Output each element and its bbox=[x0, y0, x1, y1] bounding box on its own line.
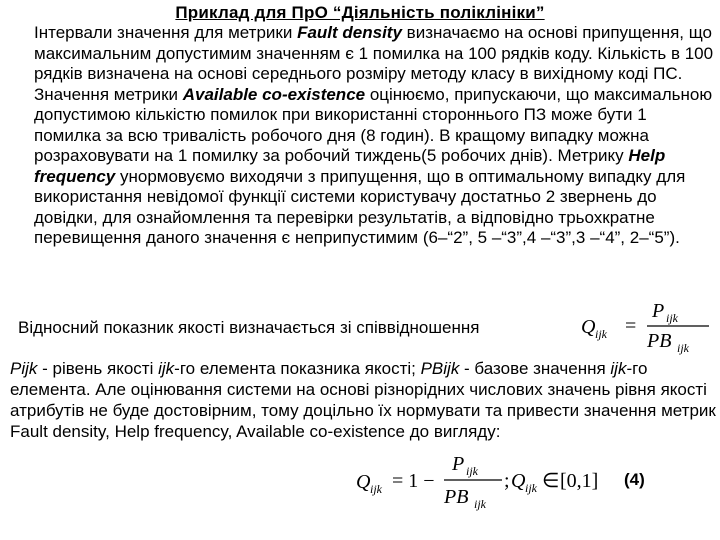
term-pijk: Pijk bbox=[10, 359, 38, 378]
p1-text-d: унормовуємо виходячи з припущення, що в оптимальному випадку для використання невідомої функції системи користувачу достатньо 2 звернень до довідки, для ознайомлення та перевірки результатів, а відповідно трьохкратне перевищення даного значення є неприпустимим (6–“2”, 5 –“3”,4 –“3”,3 –“4”, 2–“5”). bbox=[34, 166, 686, 247]
f2-q-sub: ijk bbox=[370, 482, 382, 496]
page-title: Приклад для ПрО “Діяльність поліклініки” bbox=[175, 3, 545, 22]
f2-num: P bbox=[452, 453, 465, 475]
f2-num-sub: ijk bbox=[466, 464, 478, 478]
term-ijk-2: ijk bbox=[610, 359, 627, 378]
p1-text-b: визначаємо на основі припущення, що максимальним допустимим значенням є 1 помилка на 100 рядків коду. Кількість в 100 рядків визначена на основі середнього розміру методу класу в вихідному коді ПС. Значення метрики bbox=[34, 23, 714, 104]
p3-text-b: -го елемента показника якості; bbox=[174, 359, 421, 378]
f1-q-sub: ijk bbox=[595, 327, 607, 341]
equation-number: (4) bbox=[624, 470, 645, 489]
f2-eq-one: = 1 − bbox=[392, 470, 435, 492]
formula-normalized-quality bbox=[354, 448, 604, 518]
f1-num: P bbox=[652, 300, 665, 322]
f2-den: PB bbox=[444, 486, 469, 508]
p1-text-a: Інтервали значення для метрики bbox=[34, 23, 298, 42]
f2-in: ∈ bbox=[542, 470, 560, 492]
f2-q2: Q bbox=[511, 470, 526, 492]
formula-relative-quality bbox=[579, 295, 719, 355]
f2-den-sub: ijk bbox=[474, 497, 486, 511]
f1-eq: = bbox=[625, 315, 637, 337]
p1-text-c: оцінюємо, припускаючи, що максимальною допустимою кількістю помилок при використанні стороннього ПЗ може бути 1 помилка за всю тривалість робочого дня (8 годин). В кращому випадку можна розраховувати на 1 помилку за робочий тиждень(5 робочих днів). Метрику bbox=[34, 84, 713, 165]
p3-text-a: - рівень якості bbox=[37, 359, 159, 378]
f1-num-sub: ijk bbox=[666, 311, 678, 325]
intro-paragraph bbox=[34, 23, 718, 249]
term-available-coexistence: Available co-existence bbox=[182, 84, 366, 104]
f1-den: PB bbox=[647, 330, 672, 352]
f2-q2-sub: ijk bbox=[525, 481, 537, 495]
term-ijk-1: ijk bbox=[158, 359, 175, 378]
term-fault-density: Fault density bbox=[297, 23, 402, 42]
relative-indicator-sentence: Відносний показник якості визначається зі співвідношення bbox=[18, 318, 480, 337]
p3-text-d: -го елемента. Але оцінювання системи на основі різнорідних числових значень рівня якості атрибутів не буде достовірним, тому доцільно їх нормувати та привести значення метрик Fault density, Help frequency, Available co-existence до вигляду: bbox=[10, 359, 716, 441]
f2-q: Q bbox=[356, 471, 371, 493]
term-help-frequency: Help frequency bbox=[34, 146, 666, 186]
f2-interval: [0,1] bbox=[560, 470, 599, 492]
term-pbijk: PBijk bbox=[420, 359, 460, 378]
f1-q: Q bbox=[581, 316, 596, 338]
definitions-paragraph bbox=[10, 358, 718, 442]
f2-sep: ; bbox=[504, 470, 510, 492]
p3-text-c: - базове значення bbox=[459, 359, 611, 378]
f1-den-sub: ijk bbox=[677, 341, 689, 355]
